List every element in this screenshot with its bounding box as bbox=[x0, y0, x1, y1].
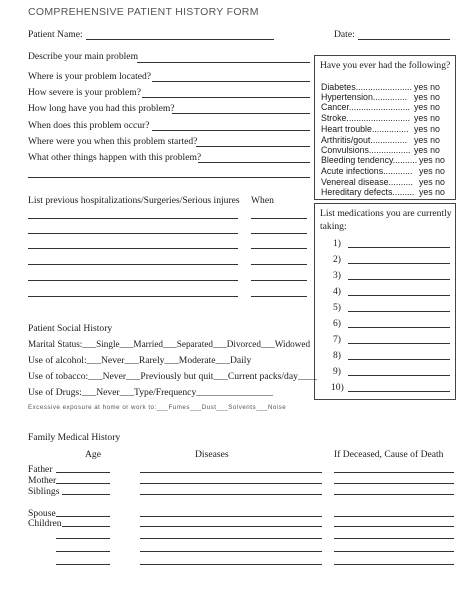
condition-yes-no[interactable]: yes no bbox=[414, 135, 440, 145]
family-col-diseases: Diseases bbox=[195, 449, 229, 460]
condition-yes-no[interactable]: yes no bbox=[419, 177, 445, 187]
condition-yes-no[interactable]: yes no bbox=[419, 155, 445, 165]
relation-siblings: Siblings bbox=[28, 486, 60, 497]
condition-yes-no[interactable]: yes no bbox=[414, 92, 440, 102]
alcohol-use[interactable]: Use of alcohol:___Never___Rarely___Moderate___Daily bbox=[28, 355, 252, 366]
medication-field[interactable] bbox=[348, 247, 450, 248]
condition-yes-no[interactable]: yes no bbox=[414, 102, 440, 112]
condition-label: Hypertension.............. bbox=[321, 92, 408, 102]
condition-label: Arthritis/gout............... bbox=[321, 135, 408, 145]
medication-field[interactable] bbox=[348, 295, 450, 296]
describe-problem-label: Describe your main problem bbox=[28, 51, 139, 62]
hospitalizations-label: List previous hospitalizations/Surgeries/Serious injures bbox=[28, 195, 240, 206]
question-occurrence: When does this problem occur? bbox=[28, 120, 150, 131]
question-onset: Where were you when this problem started? bbox=[28, 136, 198, 147]
answer-location[interactable] bbox=[152, 81, 310, 82]
relation-children: Children bbox=[28, 518, 62, 529]
conditions-heading: Have you ever had the following? bbox=[320, 60, 451, 71]
condition-label: Bleeding tendency.......... bbox=[321, 155, 418, 165]
relation-mother: Mother bbox=[28, 475, 57, 486]
condition-label: Heart trouble............... bbox=[321, 124, 409, 134]
answer-occurrence[interactable] bbox=[152, 130, 310, 131]
condition-label: Venereal disease.......... bbox=[321, 177, 413, 187]
family-col-age: Age bbox=[85, 449, 101, 460]
medication-field[interactable] bbox=[348, 343, 450, 344]
date-field[interactable] bbox=[358, 39, 450, 40]
family-history-heading: Family Medical History bbox=[28, 432, 121, 443]
condition-yes-no[interactable]: yes no bbox=[414, 82, 440, 92]
family-col-deceased: If Deceased, Cause of Death bbox=[334, 449, 444, 460]
condition-yes-no[interactable]: yes no bbox=[414, 145, 440, 155]
medication-field[interactable] bbox=[348, 327, 450, 328]
answer-other[interactable] bbox=[198, 162, 310, 163]
drug-use[interactable]: Use of Drugs:___Never___Type/Frequency________________ bbox=[28, 387, 273, 398]
relation-spouse: Spouse bbox=[28, 508, 56, 519]
medication-number: 5) bbox=[333, 302, 341, 313]
condition-yes-no[interactable]: yes no bbox=[419, 166, 445, 176]
condition-label: Cancer......................... bbox=[321, 102, 410, 112]
form-title: COMPREHENSIVE PATIENT HISTORY FORM bbox=[28, 6, 259, 18]
medication-number: 6) bbox=[333, 318, 341, 329]
condition-label: Diabetes....................... bbox=[321, 82, 412, 92]
condition-label: Stroke.......................... bbox=[321, 113, 410, 123]
date-label: Date: bbox=[334, 29, 355, 40]
question-location: Where is your problem located? bbox=[28, 71, 152, 82]
social-history-heading: Patient Social History bbox=[28, 323, 113, 334]
exposure-line[interactable]: Excessive exposure at home or work to:___Fumes___Dust___Solvents___Noise bbox=[28, 404, 287, 411]
answer-onset[interactable] bbox=[196, 146, 310, 147]
medication-number: 4) bbox=[333, 286, 341, 297]
hospitalizations-when-label: When bbox=[251, 195, 274, 206]
medications-heading-line-1: List medications you are currently bbox=[320, 208, 452, 219]
tobacco-use[interactable]: Use of tobacco:___Never___Previously but quit___Current packs/day____ bbox=[28, 371, 318, 382]
patient-name-label: Patient Name: bbox=[28, 29, 83, 40]
medication-field[interactable] bbox=[348, 391, 450, 392]
medication-field[interactable] bbox=[348, 375, 450, 376]
question-duration: How long have you had this problem? bbox=[28, 103, 175, 114]
marital-status[interactable]: Marital Status:___Single___Married___Separated___Divorced___Widowed bbox=[28, 339, 311, 349]
relation-father: Father bbox=[28, 464, 53, 475]
condition-yes-no[interactable]: yes no bbox=[419, 187, 445, 197]
medication-number: 3) bbox=[333, 270, 341, 281]
question-severity: How severe is your problem? bbox=[28, 87, 141, 98]
medication-number: 9) bbox=[333, 366, 341, 377]
answer-other-line-2[interactable] bbox=[28, 177, 310, 178]
patient-name-field[interactable] bbox=[86, 39, 274, 40]
medication-field[interactable] bbox=[348, 359, 450, 360]
medication-field[interactable] bbox=[348, 263, 450, 264]
answer-duration[interactable] bbox=[172, 113, 310, 114]
medication-field[interactable] bbox=[348, 279, 450, 280]
medication-number: 2) bbox=[333, 254, 341, 265]
question-other: What other things happen with this problem? bbox=[28, 152, 202, 163]
describe-problem-field[interactable] bbox=[137, 62, 310, 63]
medications-heading-line-2: taking: bbox=[320, 221, 347, 232]
condition-yes-no[interactable]: yes no bbox=[414, 124, 440, 134]
medication-number: 7) bbox=[333, 334, 341, 345]
condition-label: Acute infections............ bbox=[321, 166, 413, 176]
medication-field[interactable] bbox=[348, 311, 450, 312]
answer-severity[interactable] bbox=[142, 97, 310, 98]
medication-number: 1) bbox=[333, 238, 341, 249]
condition-label: Convulsions................. bbox=[321, 145, 411, 155]
medication-number: 8) bbox=[333, 350, 341, 361]
condition-yes-no[interactable]: yes no bbox=[414, 113, 440, 123]
condition-label: Hereditary defects......... bbox=[321, 187, 415, 197]
medication-number: 10) bbox=[331, 382, 344, 393]
